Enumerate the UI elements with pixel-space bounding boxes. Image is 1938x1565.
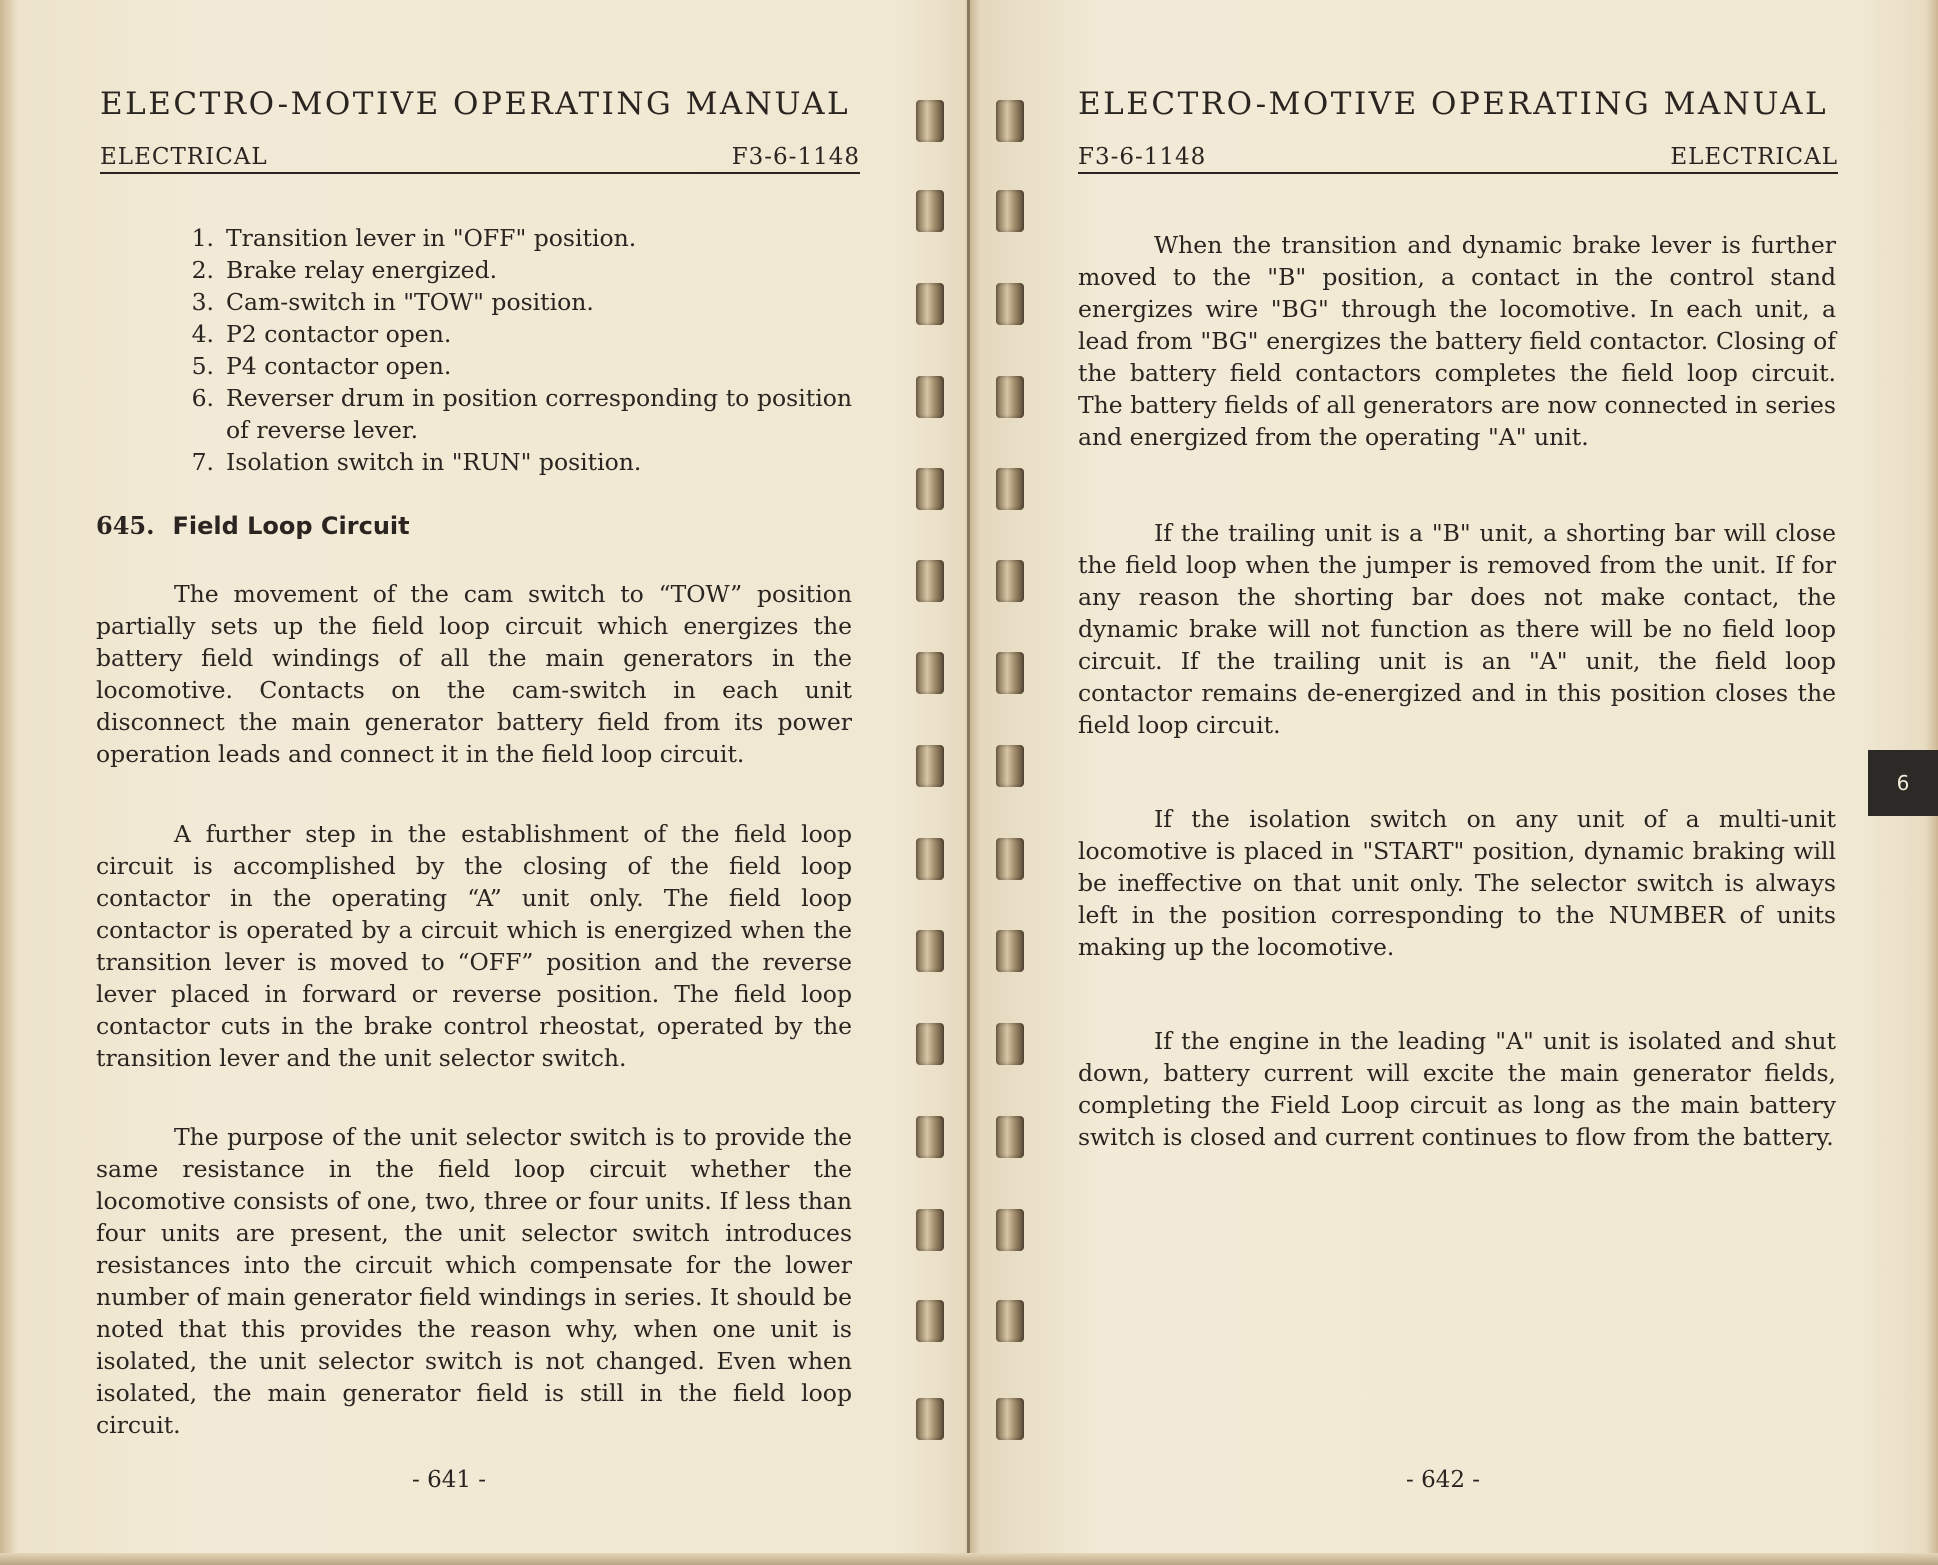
section-heading-block [96, 510, 852, 542]
manual-title: ELECTRO-MOTIVE OPERATING MANUAL [1078, 86, 1829, 122]
list-item: 6. Reverser drum in position corresponding to position of reverse lever. [191, 384, 852, 444]
header-model: F3-6-1148 [1078, 144, 1207, 170]
conditions-list [96, 222, 852, 478]
list-item: 3. Cam-switch in "TOW" position. [191, 288, 594, 316]
running-header [100, 142, 860, 174]
page-number: - 642 - [1406, 1467, 1481, 1493]
list-item: 2. Brake relay energized. [191, 256, 498, 284]
list-item: 4. P2 contactor open. [191, 320, 452, 348]
conditions-list-block [96, 222, 852, 478]
list-item: 7. Isolation switch in "RUN" position. [191, 448, 642, 476]
page-edge [0, 1553, 1938, 1565]
right-paragraph-2: If the trailing unit is a "B" unit, a shorting bar will close the field loop when the jumper is removed from the unit. If for any reason the shorting bar does not make contact, the dynamic brake will not function as there will be no field loop circuit. If the trailing unit is an "A" unit, the field loop contactor remains de-energized and in this position closes the field loop circuit. [1078, 519, 1836, 739]
header-section: ELECTRICAL [100, 144, 268, 170]
left-paragraph-3: The purpose of the unit selector switch is to provide the same resistance in the field loop circuit whether the locomotive consists of one, two, three or four units. If less than four units are present, the unit selector switch introduces resistances into the circuit which compensate for the lower number of main generator field windings in series. It should be noted that this provides the reason why, when one unit is isolated, the unit selector switch is not changed. Even when isolated, the main generator field is still in the field loop circuit. [96, 1123, 852, 1439]
left-paragraph-2: A further step in the establishment of the field loop circuit is accomplished by the closing of the field loop contactor in the operating “A” unit only. The field loop contactor is operated by a circuit which is energized when the transition lever is moved to “OFF” position and the reverse lever placed in forward or reverse position. The field loop contactor cuts in the brake control rheostat, operated by the transition lever and the unit selector switch. [96, 820, 852, 1072]
list-item: 5. P4 contactor open. [191, 352, 452, 380]
manual-title: ELECTRO-MOTIVE OPERATING MANUAL [100, 86, 851, 122]
header-section: ELECTRICAL [1670, 144, 1838, 170]
right-paragraph-3: If the isolation switch on any unit of a multi-unit locomotive is placed in "START" position, dynamic braking will be ineffective on that unit only. The selector switch is always left in the position corresponding to the NUMBER of units making up the locomotive. [1078, 805, 1836, 961]
right-paragraph-1: When the transition and dynamic brake lever is further moved to the "B" position, a contact in the control stand energizes wire "BG" through the locomotive. In each unit, a lead from "BG" energizes the battery field contactor. Closing of the battery field contactors completes the field loop circuit. The battery fields of all generators are now connected in series and energized from the operating "A" unit. [1078, 231, 1836, 451]
list-item: 1. Transition lever in "OFF" position. [191, 224, 637, 252]
right-page [970, 0, 1938, 1565]
left-page [0, 0, 968, 1565]
left-paragraph-1: The movement of the cam switch to “TOW” position partially sets up the field loop circuit which energizes the battery field windings of all the main generators in the locomotive. Contacts on the cam-switch in each unit disconnect the main generator battery field from its power operation leads and connect it in the field loop circuit. [96, 580, 852, 768]
section-title: Field Loop Circuit [172, 512, 410, 540]
running-header [1078, 142, 1838, 174]
chapter-tab[interactable]: 6 [1868, 750, 1938, 816]
header-model: F3-6-1148 [731, 144, 860, 170]
section-number: 645. [96, 511, 155, 540]
section-heading [96, 510, 852, 542]
page-number: - 641 - [412, 1467, 487, 1493]
right-paragraph-4: If the engine in the leading "A" unit is isolated and shut down, battery current will excite the main generator fields, completing the Field Loop circuit as long as the main battery switch is closed and current continues to flow from the battery. [1078, 1027, 1836, 1151]
